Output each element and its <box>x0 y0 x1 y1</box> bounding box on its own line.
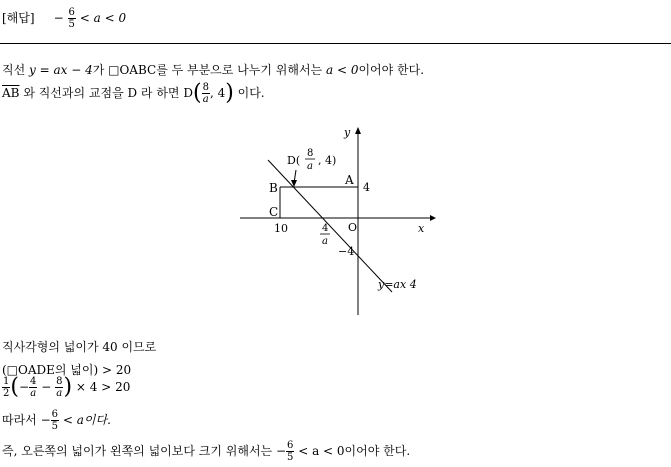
paragraph-1 <box>2 63 424 77</box>
fraction <box>202 82 210 105</box>
answer-header <box>2 7 126 30</box>
label-frac-den: a <box>322 236 328 247</box>
label-frac-num: 4 <box>322 223 329 234</box>
line-therefore: 따라서 − $\frac{6}{5}$ < a이다. <box>2 409 111 432</box>
paragraph-2 <box>2 78 265 109</box>
line-area: 직사각형의 넓이가 40 이므로 <box>2 340 157 354</box>
text: , 4 <box>209 86 226 100</box>
text: 직선 <box>2 63 26 77</box>
divider <box>0 43 671 44</box>
label-line: y=ax 4 <box>378 278 417 291</box>
inequality: < a < 0 <box>79 11 127 25</box>
paren-close: ) <box>225 80 234 106</box>
label-minus-4: −4 <box>338 245 355 258</box>
condition: a < 0 <box>325 63 359 77</box>
label-b: B <box>269 181 278 195</box>
fraction-numerator: 8 <box>202 82 209 93</box>
text: 가 □OABC를 두 부분으로 나누기 위해서는 <box>92 63 323 77</box>
label-x: x <box>418 222 425 235</box>
paren-close: ) <box>63 374 73 400</box>
coordinate-diagram <box>230 120 450 320</box>
y-axis-arrow <box>355 127 361 134</box>
label-d: D( <box>287 154 301 167</box>
minus-sign: − <box>53 11 64 25</box>
paren-open: ( <box>192 80 202 106</box>
label-d-end: , 4) <box>318 154 337 167</box>
fraction-denominator: a <box>202 94 209 105</box>
fraction-half: $\frac{1}{2}$ <box>3 376 10 399</box>
label-c: C <box>269 205 279 219</box>
label-o: O <box>348 221 358 234</box>
label-4: 4 <box>363 181 370 194</box>
segment-label: $\overline{AB}$ <box>2 86 20 100</box>
line-calc: $\frac{1}{2}$ (− $\frac{4}{a}$ − $\frac{8}{a}$ ) × 4 > 20 <box>3 374 131 400</box>
fraction <box>68 7 76 30</box>
line-conclusion: 즉, 오른쪽의 넓이가 왼쪽의 넓이보다 크기 위해서는 − $\frac{6}{5}$ < a < 0이어야 한다. <box>2 440 411 463</box>
fraction: $\frac{4}{a}$ <box>30 376 37 399</box>
fraction: $\frac{6}{5}$ <box>287 440 294 463</box>
answer-tag: [해답] <box>2 11 35 25</box>
label-10: 10 <box>274 222 288 235</box>
label-d-den: a <box>307 161 313 172</box>
text: 와 직선과의 교점을 D 라 하면 D <box>23 86 193 100</box>
x-axis-arrow <box>430 215 436 221</box>
text: × 4 > 20 <box>75 380 131 394</box>
fraction-numerator: 6 <box>68 7 75 18</box>
fraction: $\frac{8}{a}$ <box>56 376 63 399</box>
label-a: A <box>345 173 354 187</box>
equation: y = ax − 4 <box>29 63 93 77</box>
text: 이다. <box>237 86 265 100</box>
paren-open: ( <box>10 374 19 400</box>
fraction-denominator: 5 <box>68 19 75 30</box>
label-y: y <box>344 126 351 139</box>
fraction: $\frac{6}{5}$ <box>51 409 59 432</box>
label-d-num: 8 <box>307 148 314 159</box>
line-inequality: (□OADE의 넓이) > 20 <box>2 363 132 377</box>
text: 이어야 한다. <box>358 63 425 77</box>
